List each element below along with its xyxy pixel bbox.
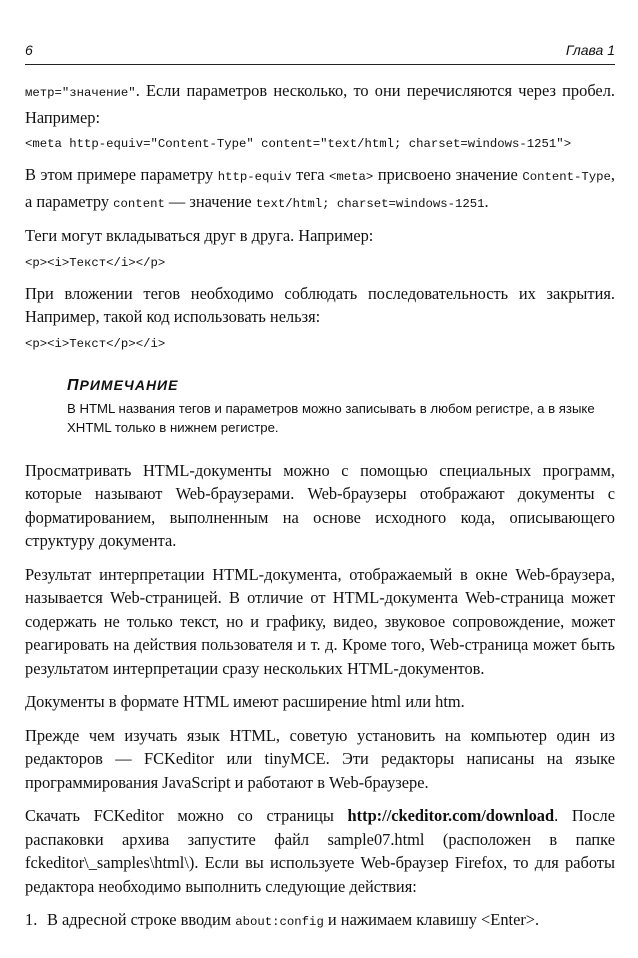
note-title: ПРИМЕЧАНИЕ bbox=[67, 376, 179, 394]
header-rule bbox=[25, 64, 615, 65]
paragraph-extension: Документы в формате HTML имеют расширение html или htm. bbox=[25, 692, 465, 711]
code-example-wrong: <p><i>Текст</p></i> bbox=[25, 336, 166, 351]
inline-code: text/html; charset=windows-1251 bbox=[255, 196, 485, 211]
paragraph-param-value bbox=[25, 79, 615, 129]
running-header bbox=[25, 42, 615, 62]
paragraph-editors: Прежде чем изучать язык HTML, советую установить на компьютер один из редакторов — FCKeditor или tinyMCE. Эти редакторы написаны на языке программирования JavaScript и работают в Web-браузере. bbox=[25, 725, 615, 792]
inline-code: <meta> bbox=[329, 170, 374, 184]
code-example-nested: <p><i>Текст</i></p> bbox=[25, 255, 166, 270]
paragraph-browsers: Просматривать HTML-документы можно с помощью специальных программ, которые называют Web-браузерами. Web-браузеры отображают документы с форматированием, выполненным на основе исходного кода, описывающего структуру документа. bbox=[25, 460, 615, 550]
inline-code: Content-Type bbox=[522, 170, 611, 184]
inline-code: about:config bbox=[235, 915, 324, 929]
inline-code: http-equiv bbox=[217, 170, 292, 184]
inline-code: метр="значение" bbox=[25, 86, 136, 100]
list-item: 1. В адресной строке вводим about:config и нажимаем клавишу <Enter>. bbox=[25, 908, 615, 935]
code-example-meta: <meta http-equiv="Content-Type" content="text/html; charset=windows-1251"> bbox=[25, 137, 572, 151]
paragraph-closing-order: При вложении тегов необходимо соблюдать последовательность их закрытия. Например, такой код использовать нельзя: bbox=[25, 283, 615, 326]
paragraph-nesting: Теги могут вкладываться друг в друга. Например: bbox=[25, 226, 374, 245]
chapter-title: Глава 1 bbox=[565, 42, 615, 58]
page-body bbox=[25, 79, 615, 935]
inline-code: content bbox=[113, 196, 165, 211]
note-text: В HTML названия тегов и параметров можно записывать в любом регистре, а в языке XHTML только в нижнем регистре. bbox=[67, 400, 595, 435]
paragraph-download: Скачать FCKeditor можно со страницы http://ckeditor.com/download. После распаковки архива запустите файл sample07.html (расположен в папке fckeditor\_samples\html\). Если вы используете Web-браузер Firefox, то для работы редактора необходимо выполнить следующие действия: bbox=[25, 806, 615, 896]
paragraph-meta-explanation: В этом примере параметру http-equiv тега <meta> присвоено значение Content-Type, а параметру content — значение text/html; charset=windows-1251. bbox=[25, 165, 615, 211]
page-number: 6 bbox=[25, 42, 33, 58]
paragraph-web-page: Результат интерпретации HTML-документа, отображаемый в окне Web-браузера, называется Web-страницей. В отличие от HTML-документа Web-страница может содержать не только текст, но и графику, видео, звуковое сопровождение, может реагировать на действия пользователя и т. д. Кроме того, Web-страница может быть результатом интерпретации сразу нескольких HTML-документов. bbox=[25, 564, 615, 678]
paragraph-text: . Если параметров несколько, то они перечисляются через пробел. Например: bbox=[25, 81, 615, 127]
list-number: 1. bbox=[25, 910, 38, 929]
note-box bbox=[67, 375, 615, 437]
download-link[interactable]: http://ckeditor.com/download bbox=[347, 806, 555, 825]
